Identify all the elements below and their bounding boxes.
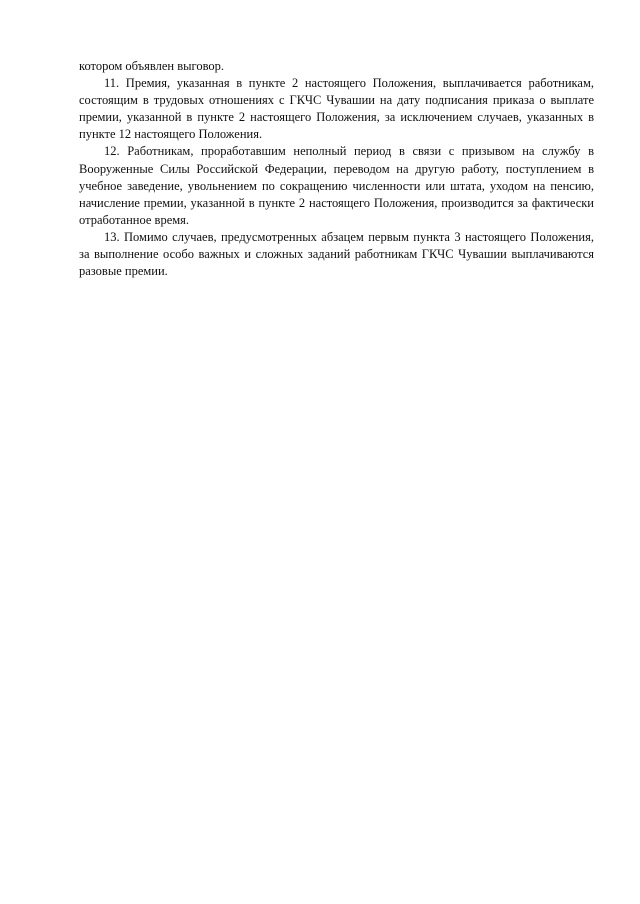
document-body [79, 58, 594, 280]
paragraph-continuation: котором объявлен выговор. [79, 59, 225, 73]
paragraph-item-13: 13. Помимо случаев, предусмотренных абзацем первым пункта 3 настоящего Положения, за выполнение особо важных и сложных заданий работникам ГКЧС Чувашии выплачиваются разовые премии. [79, 229, 594, 279]
paragraph-item-11: 11. Премия, указанная в пункте 2 настоящего Положения, выплачивается работникам, состоящим в трудовых отношениях с ГКЧС Чувашии на дату подписания приказа о выплате премии, указанной в пункте 2 настоящего Положения, за исключением случаев, указанных в пункте 12 настоящего Положения. [79, 76, 594, 142]
paragraph-item-12: 12. Работникам, проработавшим неполный период в связи с призывом на службу в Вооруженные Силы Российской Федерации, переводом на другую работу, поступлением в учебное заведение, увольнением по сокращению численности или штата, уходом на пенсию, начисление премии, указанной в пункте 2 настоящего Положения, производится за фактически отработанное время. [79, 144, 594, 227]
